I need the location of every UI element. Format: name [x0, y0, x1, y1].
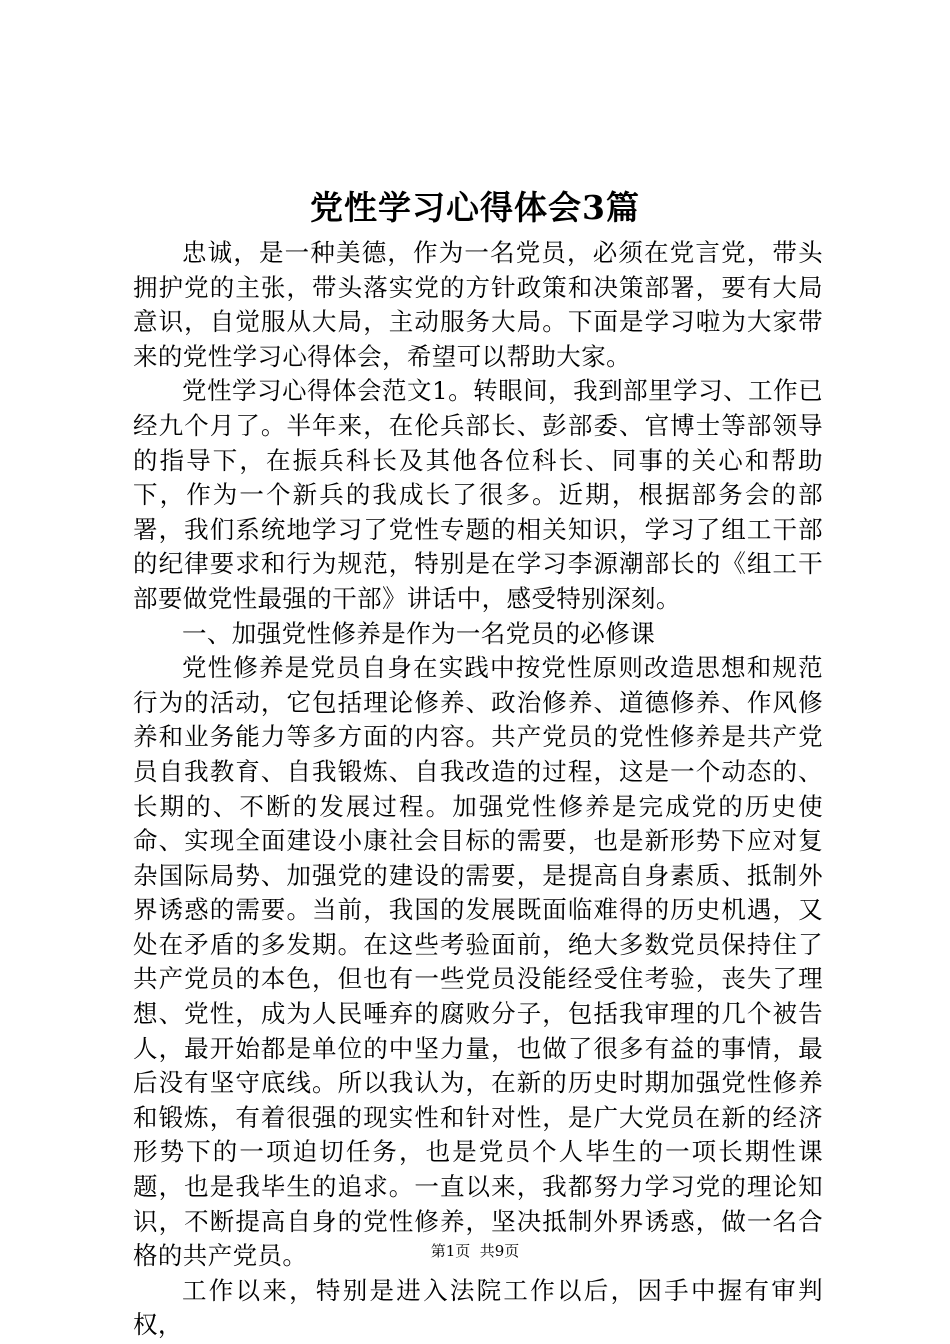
document-body [133, 236, 823, 1343]
paragraph-sample-1: 党性学习心得体会范文1。转眼间，我到部里学习、工作已经九个月了。半年来，在伦兵部长、彭部委、官博士等部领导的指导下，在振兵科长及其他各位科长、同事的关心和帮助下，作为一个新兵的我成长了很多。近期，根据部务会的部署，我们系统地学习了党性专题的相关知识，学习了组工干部的纪律要求和行为规范，特别是在学习李源潮部长的《组工干部要做党性最强的干部》讲话中，感受特别深刻。 [133, 376, 823, 613]
paragraph-party-cultivation: 党性修养是党员自身在实践中按党性原则改造思想和规范行为的活动，它包括理论修养、政治修养、道德修养、作风修养和业务能力等多方面的内容。共产党员的党性修养是共产党员自我教育、自我锻炼、自我改造的过程，这是一个动态的、长期的、不断的发展过程。加强党性修养是完成党的历史使命、实现全面建设小康社会目标的需要，也是新形势下应对复杂国际局势、加强党的建设的需要，是提高自身素质、抵制外界诱惑的需要。当前，我国的发展既面临难得的历史机遇，又处在矛盾的多发期。在这些考验面前，绝大多数党员保持住了共产党员的本色，但也有一些党员没能经受住考验，丧失了理想、党性，成为人民唾弃的腐败分子，包括我审理的几个被告人，最开始都是单位的中坚力量，也做了很多有益的事情，最后没有坚守底线。所以我认为，在新的历史时期加强党性修养和锻炼，有着很强的现实性和针对性，是广大党员在新的经济形势下的一项迫切任务，也是党员个人毕生的一项长期性课题，也是我毕生的追求。一直以来，我都努力学习党的理论知识，不断提高自身的党性修养，坚决抵制外界诱惑，做一名合格的共产党员。 [133, 653, 823, 1271]
document-title: 党性学习心得体会3篇 [310, 188, 640, 227]
page-footer: 第1页 共9页 [430, 1242, 520, 1260]
paragraph-work-since: 工作以来，特别是进入法院工作以后，因手中握有审判权， [133, 1275, 823, 1340]
paragraph-intro: 忠诚，是一种美德，作为一名党员，必须在党言党，带头拥护党的主张，带头落实党的方针政策和决策部署，要有大局意识，自觉服从大局，主动服务大局。下面是学习啦为大家带来的党性学习心得体会，希望可以帮助大家。 [133, 238, 823, 371]
section-heading: 一、加强党性修养是作为一名党员的必修课 [182, 618, 656, 648]
